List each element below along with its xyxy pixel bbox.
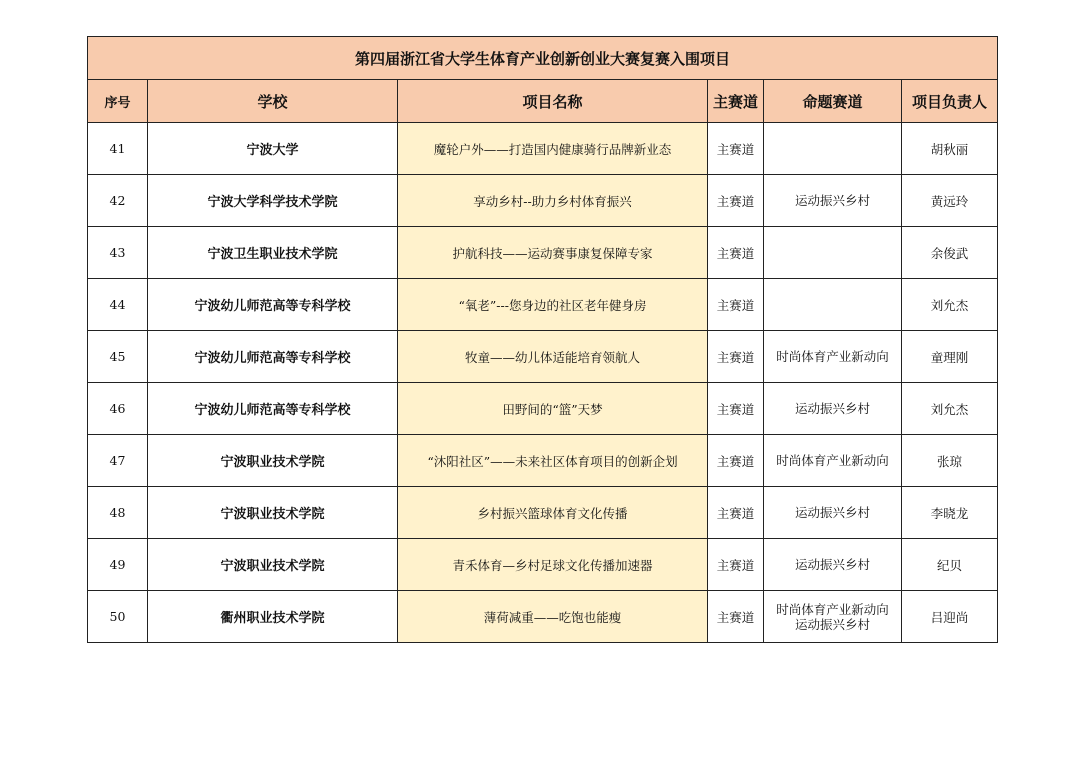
cell-index: 41 — [88, 123, 148, 175]
cell-school: 宁波职业技术学院 — [148, 487, 398, 539]
results-table — [87, 36, 998, 643]
cell-leader: 李晓龙 — [902, 487, 998, 539]
cell-index: 44 — [88, 279, 148, 331]
cell-school: 宁波卫生职业技术学院 — [148, 227, 398, 279]
table-row — [88, 383, 998, 435]
cell-leader: 胡秋丽 — [902, 123, 998, 175]
cell-main-track: 主赛道 — [708, 123, 764, 175]
cell-index: 42 — [88, 175, 148, 227]
table-row — [88, 435, 998, 487]
cell-main-track: 主赛道 — [708, 279, 764, 331]
cell-project: 享动乡村--助力乡村体育振兴 — [398, 175, 708, 227]
cell-leader: 童理刚 — [902, 331, 998, 383]
cell-theme-track — [764, 175, 902, 227]
table-row — [88, 331, 998, 383]
cell-project: 魔轮户外——打造国内健康骑行品牌新业态 — [398, 123, 708, 175]
theme-line: 运动振兴乡村 — [794, 401, 870, 416]
cell-theme-track — [764, 591, 902, 643]
header-index: 序号 — [88, 80, 148, 123]
cell-index: 50 — [88, 591, 148, 643]
title-row — [88, 37, 998, 80]
theme-line: 运动振兴乡村 — [794, 505, 870, 520]
cell-project: “氧老”---您身边的社区老年健身房 — [398, 279, 708, 331]
cell-main-track: 主赛道 — [708, 383, 764, 435]
cell-main-track: 主赛道 — [708, 331, 764, 383]
header-theme-track: 命题赛道 — [764, 80, 902, 123]
header-school: 学校 — [148, 80, 398, 123]
cell-school: 宁波幼儿师范高等专科学校 — [148, 383, 398, 435]
cell-theme-track — [764, 383, 902, 435]
table-row — [88, 487, 998, 539]
cell-school: 宁波职业技术学院 — [148, 435, 398, 487]
cell-school: 宁波大学科学技术学院 — [148, 175, 398, 227]
cell-main-track: 主赛道 — [708, 435, 764, 487]
table-row — [88, 227, 998, 279]
header-main-track: 主赛道 — [708, 80, 764, 123]
theme-line: 时尚体育产业新动向 — [776, 453, 889, 468]
cell-theme-track — [764, 435, 902, 487]
cell-school: 宁波幼儿师范高等专科学校 — [148, 331, 398, 383]
theme-line: 时尚体育产业新动向 — [776, 601, 889, 617]
cell-project: 乡村振兴篮球体育文化传播 — [398, 487, 708, 539]
cell-main-track: 主赛道 — [708, 487, 764, 539]
cell-school: 衢州职业技术学院 — [148, 591, 398, 643]
cell-index: 48 — [88, 487, 148, 539]
table-title: 第四届浙江省大学生体育产业创新创业大赛复赛入围项目 — [88, 37, 998, 80]
cell-project: 护航科技——运动赛事康复保障专家 — [398, 227, 708, 279]
cell-main-track: 主赛道 — [708, 539, 764, 591]
cell-main-track: 主赛道 — [708, 591, 764, 643]
cell-main-track: 主赛道 — [708, 227, 764, 279]
cell-main-track: 主赛道 — [708, 175, 764, 227]
cell-project: “沐阳社区”——未来社区体育项目的创新企划 — [398, 435, 708, 487]
theme-line: 运动振兴乡村 — [794, 616, 870, 632]
table-row — [88, 591, 998, 643]
cell-leader: 黄远玲 — [902, 175, 998, 227]
theme-line: 运动振兴乡村 — [794, 557, 870, 572]
cell-leader: 余俊武 — [902, 227, 998, 279]
cell-theme-track — [764, 279, 902, 331]
table-row — [88, 279, 998, 331]
cell-project: 薄荷减重——吃饱也能瘦 — [398, 591, 708, 643]
cell-theme-track — [764, 123, 902, 175]
cell-leader: 张琼 — [902, 435, 998, 487]
table-row — [88, 123, 998, 175]
cell-school: 宁波大学 — [148, 123, 398, 175]
cell-theme-track — [764, 331, 902, 383]
cell-theme-track — [764, 487, 902, 539]
cell-theme-track — [764, 227, 902, 279]
cell-leader: 纪贝 — [902, 539, 998, 591]
cell-school: 宁波幼儿师范高等专科学校 — [148, 279, 398, 331]
cell-index: 43 — [88, 227, 148, 279]
theme-line: 时尚体育产业新动向 — [776, 349, 889, 364]
cell-leader: 刘允杰 — [902, 279, 998, 331]
table-row — [88, 539, 998, 591]
theme-line: 运动振兴乡村 — [794, 193, 870, 208]
cell-index: 49 — [88, 539, 148, 591]
cell-index: 47 — [88, 435, 148, 487]
header-project: 项目名称 — [398, 80, 708, 123]
cell-project: 青禾体育—乡村足球文化传播加速器 — [398, 539, 708, 591]
table-row — [88, 175, 998, 227]
cell-school: 宁波职业技术学院 — [148, 539, 398, 591]
header-row — [88, 80, 998, 123]
cell-project: 田野间的“篮”天梦 — [398, 383, 708, 435]
cell-leader: 刘允杰 — [902, 383, 998, 435]
header-leader: 项目负责人 — [902, 80, 998, 123]
cell-index: 46 — [88, 383, 148, 435]
cell-theme-track — [764, 539, 902, 591]
cell-index: 45 — [88, 331, 148, 383]
cell-project: 牧童——幼儿体适能培育领航人 — [398, 331, 708, 383]
cell-leader: 吕迎尚 — [902, 591, 998, 643]
